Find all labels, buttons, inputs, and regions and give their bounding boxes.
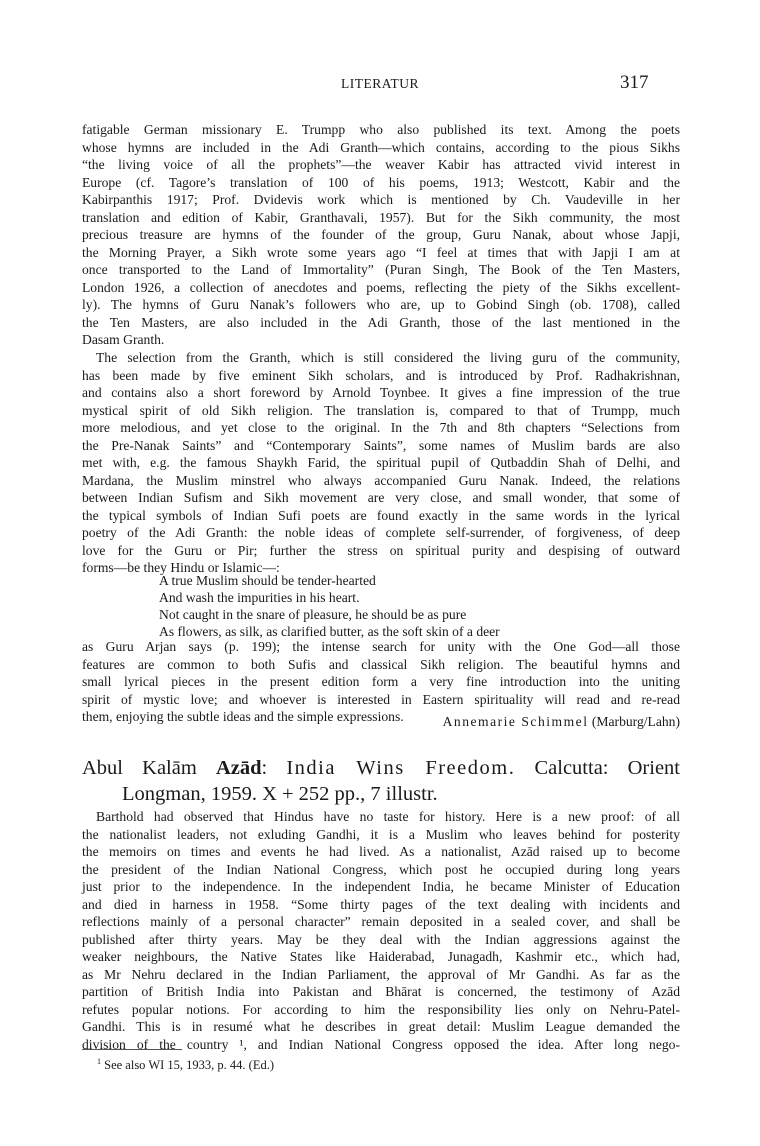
page-number: 317	[620, 72, 649, 93]
text-line: ly). The hymns of Guru Nanak’s followers who are, up to Gobind Singh (ob. 1708), called	[82, 297, 680, 312]
text-line: more melodious, and yet close to the original. In the 7th and 8th chapters “Selections from	[82, 420, 680, 435]
text-line: once transported to the Land of Immortality” (Puran Singh, The Book of the Ten Masters,	[82, 262, 680, 277]
text-line: The selection from the Granth, which is still considered the living guru of the community,	[96, 350, 680, 365]
heading-line-1: Abul Kalām Azād: India Wins Freedom. Calcutta: Orient	[82, 757, 681, 779]
text-line: the nationalist leaders, not exluding Gandhi, it is a Muslim who leaves behind for posterity	[82, 826, 680, 842]
text-line: and contains also a short foreword by Arnold Toynbee. It gives a fine impression of the true	[82, 385, 680, 400]
text-line: Barthold had observed that Hindus have no taste for history. Here is a new proof: of all	[96, 809, 680, 824]
text-line: translation and edition of Kabir, Granthavali, 1957). But for the Sikh community, the most	[82, 209, 680, 225]
text-line: as Guru Arjan says (p. 199); the intense search for unity with the One God—all those	[82, 639, 680, 654]
footnote-text: See also WI 15, 1933, p. 44. (Ed.)	[104, 1058, 275, 1072]
text-line: weaker neighbours, the Native States like Haiderabad, Junagadh, Kashmir etc., which had,	[82, 949, 680, 964]
text-line: Gandhi. This is in resumé what he describes in great detail: Muslim League demanded the	[82, 1019, 680, 1034]
text-line: reflections mainly of a personal character” remain deposited in a sealed cover, and shall be	[82, 914, 680, 929]
text-line: Dasam Granth.	[82, 332, 165, 347]
text-line: small lyrical pieces in the present edition form a very fine introduction into the uniting	[82, 674, 680, 689]
footnote	[97, 1058, 274, 1073]
review-signature	[82, 714, 680, 730]
text-line: and died in harness in 1958. “Some thirty pages of the text dealing with incidents and	[82, 896, 680, 912]
text-line: features are common to both Sufis and classical Sikh religion. The beautiful hymns and	[82, 656, 680, 672]
text-line: forms—be they Hindu or Islamic—:	[82, 560, 280, 575]
text-line: whose hymns are included in the Adi Granth—which contains, according to the pious Sikhs	[82, 139, 680, 155]
signature-place: (Marburg/Lahn)	[591, 714, 680, 729]
footnote-marker: 1	[97, 1056, 101, 1066]
running-head: LITERATUR	[341, 76, 419, 91]
text-line: London 1926, a collection of anecdotes and poems, reflecting the piety of the Sikhs excellent-	[82, 279, 680, 295]
review-heading	[82, 755, 680, 807]
review-paragraph-2	[82, 349, 680, 577]
text-line: love for the Guru or Pir; further the stress on spiritual purity and despising of outward	[82, 542, 680, 558]
text-line: as Mr Nehru declared in the Indian Parliament, the approval of Mr Gandhi. As far as the	[82, 966, 680, 982]
footnote-rule	[82, 1049, 182, 1050]
verse-quote	[159, 572, 500, 640]
text-line: the typical symbols of Indian Sufi poets are found exactly in the same words in the lyrical	[82, 507, 680, 523]
text-line: published after thirty years. May be they deal with the Indian aggressions against the	[82, 931, 680, 947]
text-line: As flowers, as silk, as clarified butter, as the soft skin of a deer	[159, 624, 500, 639]
text-line: spirit of mystic love; and whoever is interested in Eastern spirituality will read and re-read	[82, 691, 680, 707]
text-line: the Morning Prayer, a Sikh wrote some years ago “I feel at times that with Japji I am at	[82, 244, 680, 260]
text-line: Mardana, the Muslim minstrel who always accompanied Guru Nanak. Indeed, the relations	[82, 472, 680, 488]
heading-author-surname: Azād	[215, 757, 262, 779]
text-line: partition of British India into Pakistan and Bhārat is concerned, the testimony of Azād	[82, 984, 680, 999]
review-paragraph-1	[82, 121, 680, 349]
text-line: mystical spirit of old Sikh religion. The translation is, compared to that of Trumpp, much	[82, 402, 680, 418]
text-line: has been made by five eminent Sikh scholars, and is introduced by Prof. Radhakrishnan,	[82, 367, 680, 383]
heading-author: Abul Kalām	[82, 757, 216, 779]
text-line: refutes popular notions. For according to him the responsibility lies only on Nehru-Patel-	[82, 1001, 680, 1017]
text-line: between Indian Sufism and Sikh movement are very close, and small wonder, that some of	[82, 490, 680, 505]
text-line: the Ten Masters, are also included in the Adi Granth, those of the last mentioned in the	[82, 314, 680, 330]
text-line: Kabirpanthis 1917; Prof. Dvidevis work which is mentioned by Ch. Vaudeville in her	[82, 192, 680, 207]
text-line: just prior to the independence. In the independent India, he became Minister of Education	[82, 879, 680, 894]
text-line: poetry of the Adi Granth: the noble ideas of complete self-surrender, of forgiveness, of deep	[82, 525, 680, 540]
heading-book-title: India Wins Freedom.	[286, 757, 516, 779]
text-line: Europe (cf. Tagore’s translation of 100 of his poems, 1913; Westcott, Kabir and the	[82, 174, 680, 190]
text-line: And wash the impurities in his heart.	[159, 590, 360, 605]
text-line: “the living voice of all the prophets”—the weaver Kabir has attracted vivid interest in	[82, 157, 680, 172]
text-line: them, enjoying the subtle ideas and the simple expressions.	[82, 709, 404, 724]
text-line: the memoirs on times and events he had lived. As a nationalist, Azād raised up to become	[82, 844, 680, 859]
text-line: precious treasure are hymns of the founder of the group, Guru Nanak, about whose Japji,	[82, 227, 680, 242]
text-line: the president of the Indian National Congress, which post he occupied during long years	[82, 861, 680, 877]
text-line: division of the country ¹, and Indian National Congress opposed the idea. After long nego-	[82, 1036, 680, 1052]
heading-line-2: Longman, 1959. X + 252 pp., 7 illustr.	[122, 783, 438, 805]
text-line: met with, e.g. the famous Shaykh Farid, the spiritual pupil of Qutbaddin Shah of Delhi, and	[82, 455, 680, 470]
signature-name: Annemarie Schimmel	[442, 714, 589, 729]
text-line: A true Muslim should be tender-hearted	[159, 573, 376, 588]
text-line: fatigable German missionary E. Trumpp who also published its text. Among the poets	[82, 122, 680, 137]
review-paragraph-3	[82, 638, 680, 726]
heading-publisher: Calcutta: Orient	[534, 757, 681, 779]
review-body	[82, 808, 680, 1053]
text-line: Not caught in the snare of pleasure, he should be as pure	[159, 607, 467, 622]
text-line: the Pre-Nanak Saints” and “Contemporary Saints”, some names of Muslim bards are also	[82, 437, 680, 453]
